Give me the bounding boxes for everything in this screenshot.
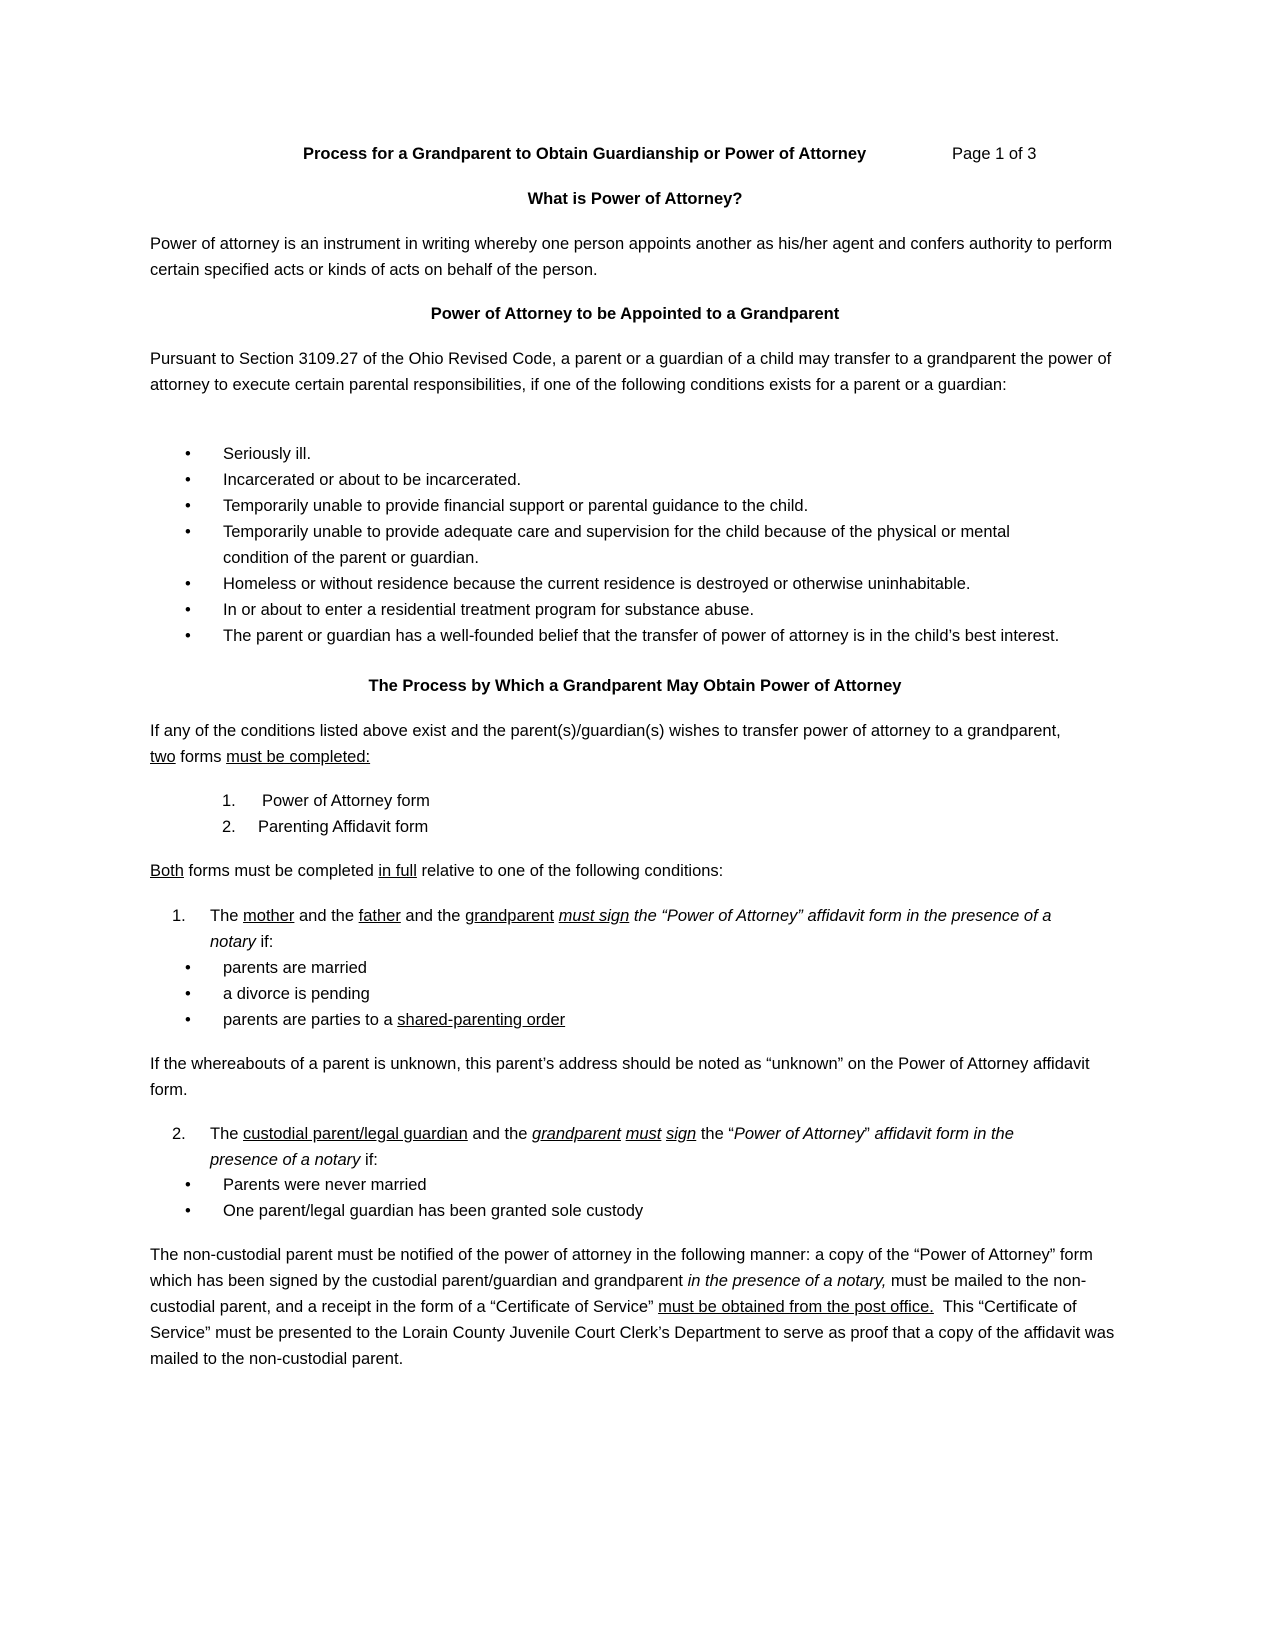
ohio-code-paragraph: Pursuant to Section 3109.27 of the Ohio Revised Code, a parent or a guardian of a child may transfer to a grandparent the power of attorney to execute certain parental responsibilities, if one of the following conditions exists for a parent or a guardian: [150,350,1112,394]
bullet: • [185,959,191,977]
list-item: 2. Parenting Affidavit form [222,818,429,836]
bullet: • [185,627,191,645]
bullet: • [185,575,191,593]
both-forms-paragraph: Both forms must be completed in full relative to one of the following conditions: [150,862,724,880]
item-number: 2. [172,1125,186,1143]
item-2-text: The custodial parent/legal guardian and the grandparent must sign the “Power of Attorney” affidavit form in the presence of a notary if: [210,1125,1014,1169]
page-number: Page 1 of 3 [952,145,1037,163]
heading-process: The Process by Which a Grandparent May Obtain Power of Attorney [368,677,902,695]
notification-paragraph: The non-custodial parent must be notified of the power of attorney in the following manner: a copy of the “Power of Attorney” form which has been signed by the custodial parent/guardian and grandparent in the presence of a notary, must be mailed to the non-custodial parent, and a receipt in the form of a “Certificate of Service” must be obtained from the post office. This “Certificate of Service” must be presented to the Lorain County Juvenile Court Clerk’s Department to serve as proof that a copy of the affidavit was mailed to the non-custodial parent. [150,1246,1119,1368]
bullet: • [185,497,191,515]
bullet: • [185,1011,191,1029]
list-item: 1. Power of Attorney form [222,792,430,810]
bullet: • [185,471,191,489]
item-number: 1. [172,907,186,925]
item-1-text: The mother and the father and the grandparent must sign the “Power of Attorney” affidavit form in the presence of a notary if: [210,907,1052,951]
document-page: Process for a Grandparent to Obtain Guardianship or Power of Attorney Page 1 of 3 What is Power of Attorney? Power of attorney is an instrument in writing whereby one person appoints another as his/her agent and confers authority to perform certain specified acts or kinds of acts on behalf of the person. Power of Attorney to be Appointed to a Grandparent Pursuant to Section 3109.27 of the Ohio Revised Code, a parent or a guardian of a child may transfer to a grandparent the power of attorney to execute certain parental responsibilities, if one of the following conditions exists for a parent or a guardian: • Seriously ill. • Incarcerated or about to be incarcerated. • Temporarily unable to provide financial support or parental guidance to the child. • Temporarily unable to provide adequate care and supervision for the child because of the physical or mental condition of the parent or guardian. • Homeless or without residence because the current residence is destroyed or otherwise uninhabitable. • In or about to enter a residential treatment program for substance abuse. • The parent or guardian has a well-founded belief that the transfer of power of attorney is in the child’s best interest. The Process by Which a Grandparent May Obtain Power of Attorney If any of the conditions listed above exist and the parent(s)/guardian(s) wishes to transfer power of attorney to a grandparent, two forms must be completed: 1. Power of Attorney form 2. Parenting Affidavit form Both forms must be completed in full relative to one of the following conditions: 1. The mother and the father and the grandparent must sign the “Power of Attorney” affidavit form in the presence of a notary if: • parents are married • a divorce is pending • parents are parties to a shared-parenting order If the whereabouts of a parent is unknown, this parent’s address should be noted as “unknown” on the Power of Attorney affidavit form. 2. The custodial parent/legal guardian and the grandparent must sign the “Power of Attorney” affidavit form in the presence of a notary if: • Parents were never married • One parent/legal guardian has been granted sole custody The non-custodial parent must be notified of the power of attorney in the following manner: a copy of the “Power of Attorney” form which has been signed by the custodial parent/guardian and grandparent in the presence of a notary, must be mailed to the non-custodial parent, and a receipt in the form of a “Certificate of Service” must be obtained from the post office. This “Certificate of Service” must be presented to the Lorain County Juvenile Court Clerk’s Department to serve as proof that a copy of the affidavit was mailed to the non-custodial parent. [0,0,1275,1649]
bullet: • [185,1176,191,1194]
bullet: • [185,601,191,619]
heading-poa-grandparent: Power of Attorney to be Appointed to a Grandparent [430,305,840,323]
process-intro-paragraph: If any of the conditions listed above exist and the parent(s)/guardian(s) wishes to transfer power of attorney to a grandparent, two forms must be completed: [150,722,1061,766]
bullet: • [185,523,191,541]
whereabouts-paragraph: If the whereabouts of a parent is unknown, this parent’s address should be noted as “unknown” on the Power of Attorney affidavit form. [150,1055,1090,1099]
heading-what-is-poa: What is Power of Attorney? [527,190,743,208]
bullet: • [185,1202,191,1220]
bullet: • [185,985,191,1003]
definition-paragraph: Power of attorney is an instrument in writing whereby one person appoints another as his/her agent and confers authority to perform certain specified acts or kinds of acts on behalf of the person. [150,235,1113,279]
bullet: • [185,445,191,463]
document-title: Process for a Grandparent to Obtain Guardianship or Power of Attorney [303,145,867,163]
